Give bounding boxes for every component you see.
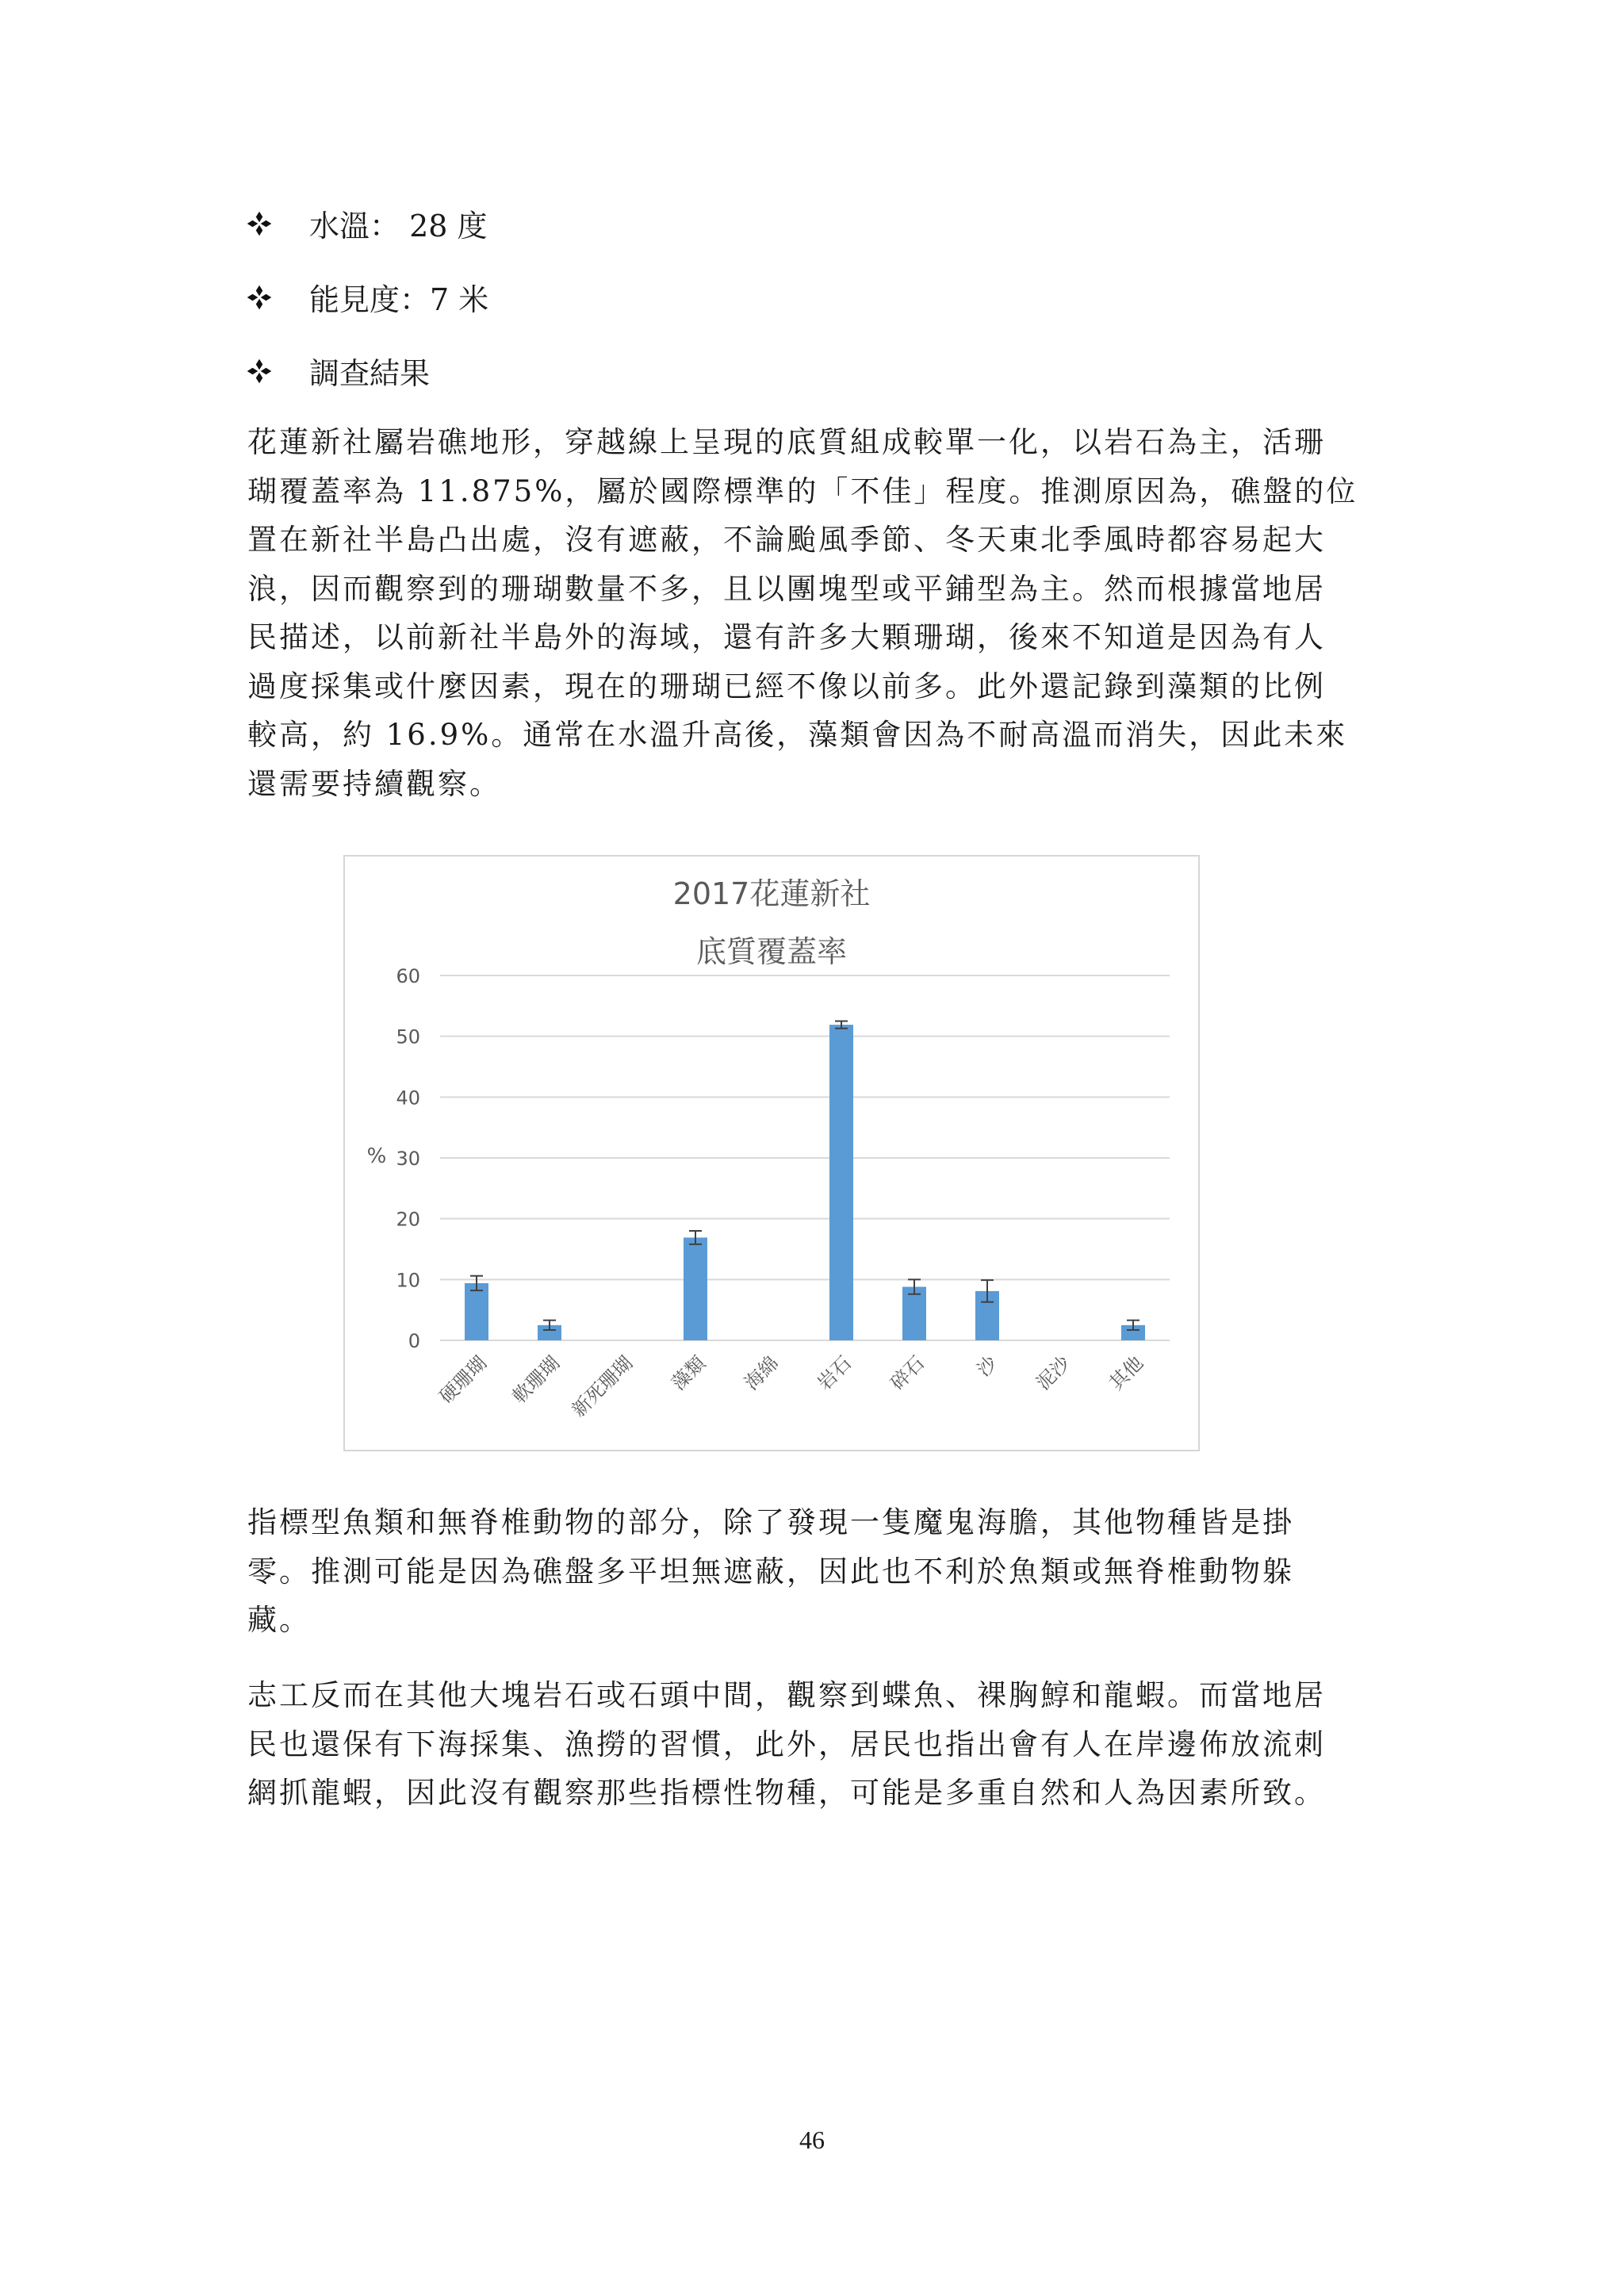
text-line: 還需要持續觀察。 (247, 766, 501, 801)
text-line: 藏。 (247, 1603, 311, 1637)
chart-svg (345, 857, 1198, 1450)
page-number: 46 (799, 2125, 825, 2154)
diamond-bullet-icon (246, 358, 273, 385)
text-line: 民也還保有下海採集、漁撈的習慣，此外，居民也指出會有人在岸邊佈放流刺 (247, 1727, 1326, 1761)
text-line: 花蓮新社屬岩礁地形，穿越線上呈現的底質組成較單一化，以岩石為主，活珊 (247, 425, 1326, 459)
x-tick-label: 軟珊瑚 (508, 1351, 565, 1409)
x-tick-label: 海綿 (740, 1351, 783, 1395)
bullet-survey-result (246, 349, 430, 393)
y-tick-label: 50 (396, 1025, 420, 1048)
text-line: 網抓龍蝦，因此沒有觀察那些指標性物種，可能是多重自然和人為因素所致。 (247, 1776, 1326, 1810)
x-tick-label: 岩石 (813, 1351, 856, 1395)
bar (829, 1025, 853, 1340)
y-tick-label: 0 (408, 1330, 420, 1352)
y-tick-label: 30 (396, 1148, 420, 1170)
y-tick-label: 10 (396, 1269, 420, 1292)
bullet-label: 能見度：7 米 (309, 282, 489, 317)
bullet-label: 調查結果 (309, 356, 431, 391)
bar (465, 1283, 488, 1340)
text-line: 零。推測可能是因為礁盤多平坦無遮蔽，因此也不利於魚類或無脊椎動物躲 (247, 1554, 1294, 1589)
text-line: 民描述，以前新社半島外的海域，還有許多大顆珊瑚，後來不知道是因為有人 (247, 620, 1326, 654)
x-tick-label: 藻類 (667, 1351, 710, 1395)
paragraph-indicator-species (247, 1498, 1364, 1645)
text-line: 瑚覆蓋率為 11.875%，屬於國際標準的「不佳」程度。推測原因為，礁盤的位 (247, 473, 1358, 508)
text-line: 指標型魚類和無脊椎動物的部分，除了發現一隻魔鬼海膽，其他物種皆是掛 (247, 1505, 1294, 1539)
text-line: 過度採集或什麼因素，現在的珊瑚已經不像以前多。此外還記錄到藻類的比例 (247, 669, 1326, 703)
text-line: 志工反而在其他大塊岩石或石頭中間，觀察到蝶魚、裸胸鯙和龍蝦。而當地居 (247, 1678, 1326, 1712)
x-tick-label: 新死珊瑚 (567, 1351, 638, 1422)
substrate-coverage-chart (343, 855, 1200, 1451)
y-tick-label: 60 (396, 965, 420, 987)
bullet-water-temp (246, 201, 488, 245)
text-line: 浪，因而觀察到的珊瑚數量不多，且以團塊型或平鋪型為主。然而根據當地居 (247, 571, 1326, 606)
bullet-label: 水溫： 28 度 (309, 209, 488, 243)
bullet-visibility (246, 275, 488, 319)
chart-subtitle: 底質覆蓋率 (695, 934, 848, 969)
x-tick-label: 碎石 (886, 1351, 929, 1395)
chart-title: 2017花蓮新社 (672, 876, 871, 911)
bar (684, 1237, 707, 1340)
paragraph-survey-result (247, 418, 1364, 808)
y-tick-label: 20 (396, 1208, 420, 1231)
y-tick-label: 40 (396, 1087, 420, 1110)
text-line: 置在新社半島凸出處，沒有遮蔽，不論颱風季節、冬天東北季風時都容易起大 (247, 523, 1326, 557)
x-tick-label: 其他 (1105, 1351, 1148, 1395)
x-tick-label: 沙 (972, 1351, 1002, 1382)
x-tick-label: 泥沙 (1032, 1351, 1075, 1395)
text-line: 較高，約 16.9%。通常在水溫升高後，藻類會因為不耐高溫而消失，因此未來 (247, 718, 1348, 752)
x-tick-label: 硬珊瑚 (435, 1351, 492, 1409)
diamond-bullet-icon (246, 284, 273, 311)
diamond-bullet-icon (246, 210, 273, 237)
paragraph-volunteer-observation (247, 1671, 1364, 1818)
y-axis-label: % (366, 1144, 387, 1168)
